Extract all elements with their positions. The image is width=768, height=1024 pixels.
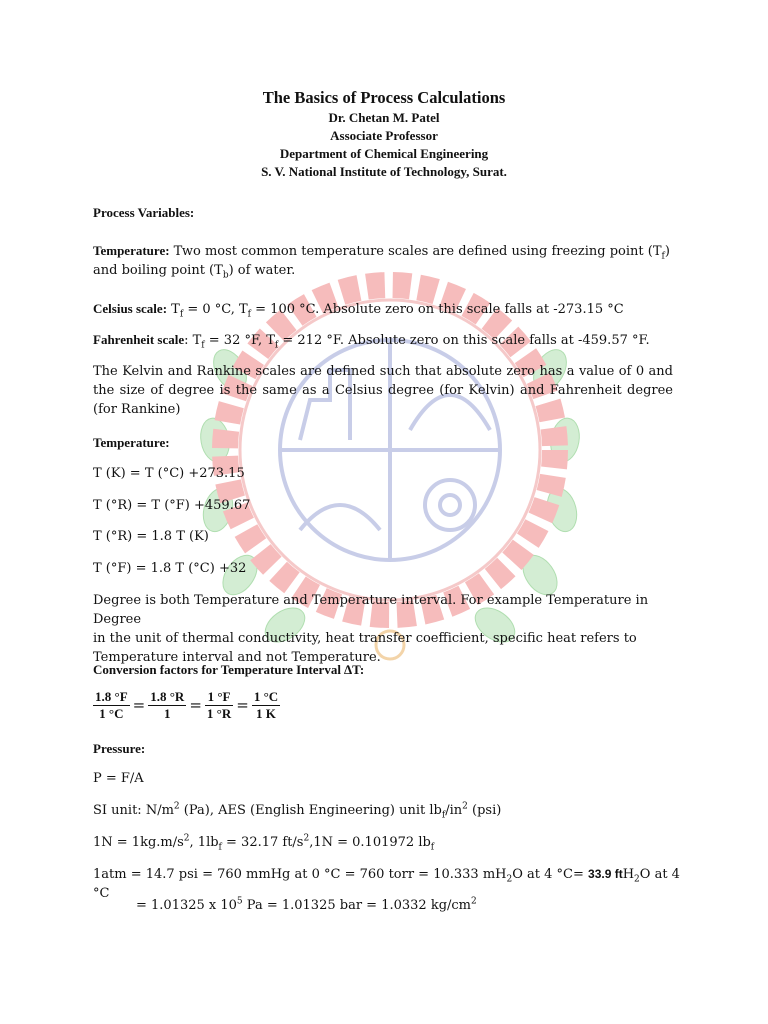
formula-3: T (°R) = 1.8 T (K)	[93, 529, 209, 544]
author-position: Associate Professor	[330, 128, 438, 143]
fraction-2: $\frac{1.8 ^\circ R}{1}$	[150, 689, 185, 721]
author-name: Dr. Chetan M. Patel	[328, 110, 440, 125]
conversion-fractions	[93, 689, 673, 722]
formula-2: T (°R) = T (°F) +459.67	[93, 498, 251, 513]
newton-line: $1N = 1kg.m/s^2$, $1lb_f = 32.17$ $ft/s^2,1N = 0.101972$ $lb_f$	[93, 833, 435, 853]
equals-sign: =	[189, 696, 202, 714]
temperature-intro: Temperature: Two most common temperature scales are defined using freezing point $(T_f)$ and boiling point $(T_b)$ of water.	[93, 243, 670, 281]
fraction-1: $\frac{1.8 ^\circ F}{1 ^\circ C}$	[95, 689, 128, 721]
atm-line-1: 1atm = 14.7 psi = 760 mmHg at 0 °C = 760 torr = 10.333 $mH_2O$ at 4 °C= 33.9 ftH$_2$O at 4 °C	[93, 867, 680, 901]
document-title: The Basics of Process Calculations	[262, 88, 506, 107]
kelvin-rankine-paragraph: The Kelvin and Rankine scales are defined such that absolute zero has a value of 0 and the size of degree is the same as a Celsius degree (for Kelvin) and Fahrenheit degree (for Rankine)	[93, 364, 673, 417]
pressure-definition: P = F/A	[93, 771, 144, 786]
fahrenheit-scale-line: Fahrenheit scale: $T_f = 32$ °F, $T_f = 212$ °F. Absolute zero on this scale falls at -459.57 °F.	[93, 332, 650, 351]
process-variables-heading: Process Variables:	[93, 205, 195, 220]
institute-name: S. V. National Institute of Technology, Surat.	[261, 164, 507, 179]
equals-sign: =	[132, 696, 146, 714]
degree-paragraph: Degree is both Temperature and Temperature interval. For example Temperature in Degree in the unit of thermal conductivity, heat transfer coefficient, specific heat refers to Temperature interval and not Temperature.	[93, 593, 649, 665]
equals-sign: =	[236, 696, 249, 714]
pressure-heading: Pressure:	[93, 741, 146, 756]
formula-1: T (K) = T (°C) +273.15	[93, 466, 245, 481]
temperature-heading-2: Temperature:	[93, 435, 170, 450]
conversion-heading: Conversion factors for Temperature Interval ∆T:	[93, 662, 365, 677]
formula-4: T (°F) = 1.8 T (°C) +32	[93, 561, 247, 576]
atm-line-2: = 1.01325 x $10^5$ Pa = 1.01325 bar = 1.0332 $kg/cm^2$	[136, 896, 477, 913]
department-name: Department of Chemical Engineering	[279, 146, 489, 161]
fraction-4: $\frac{1 ^\circ C}{1 K}$	[253, 689, 279, 721]
celsius-scale-line: Celsius scale: $T_f = 0$ °C, $T_f = 100$ °C. Absolute zero on this scale falls at -273.15 °C	[93, 301, 624, 320]
fraction-3: $\frac{1 ^\circ F}{1 ^\circ R}$	[206, 689, 232, 721]
temperature-heading: Temperature:	[93, 243, 170, 258]
si-unit-line: SI unit: $N/m^2$ (Pa), AES (English Engineering) unit $lb_f/in^2$ (psi)	[93, 801, 502, 821]
